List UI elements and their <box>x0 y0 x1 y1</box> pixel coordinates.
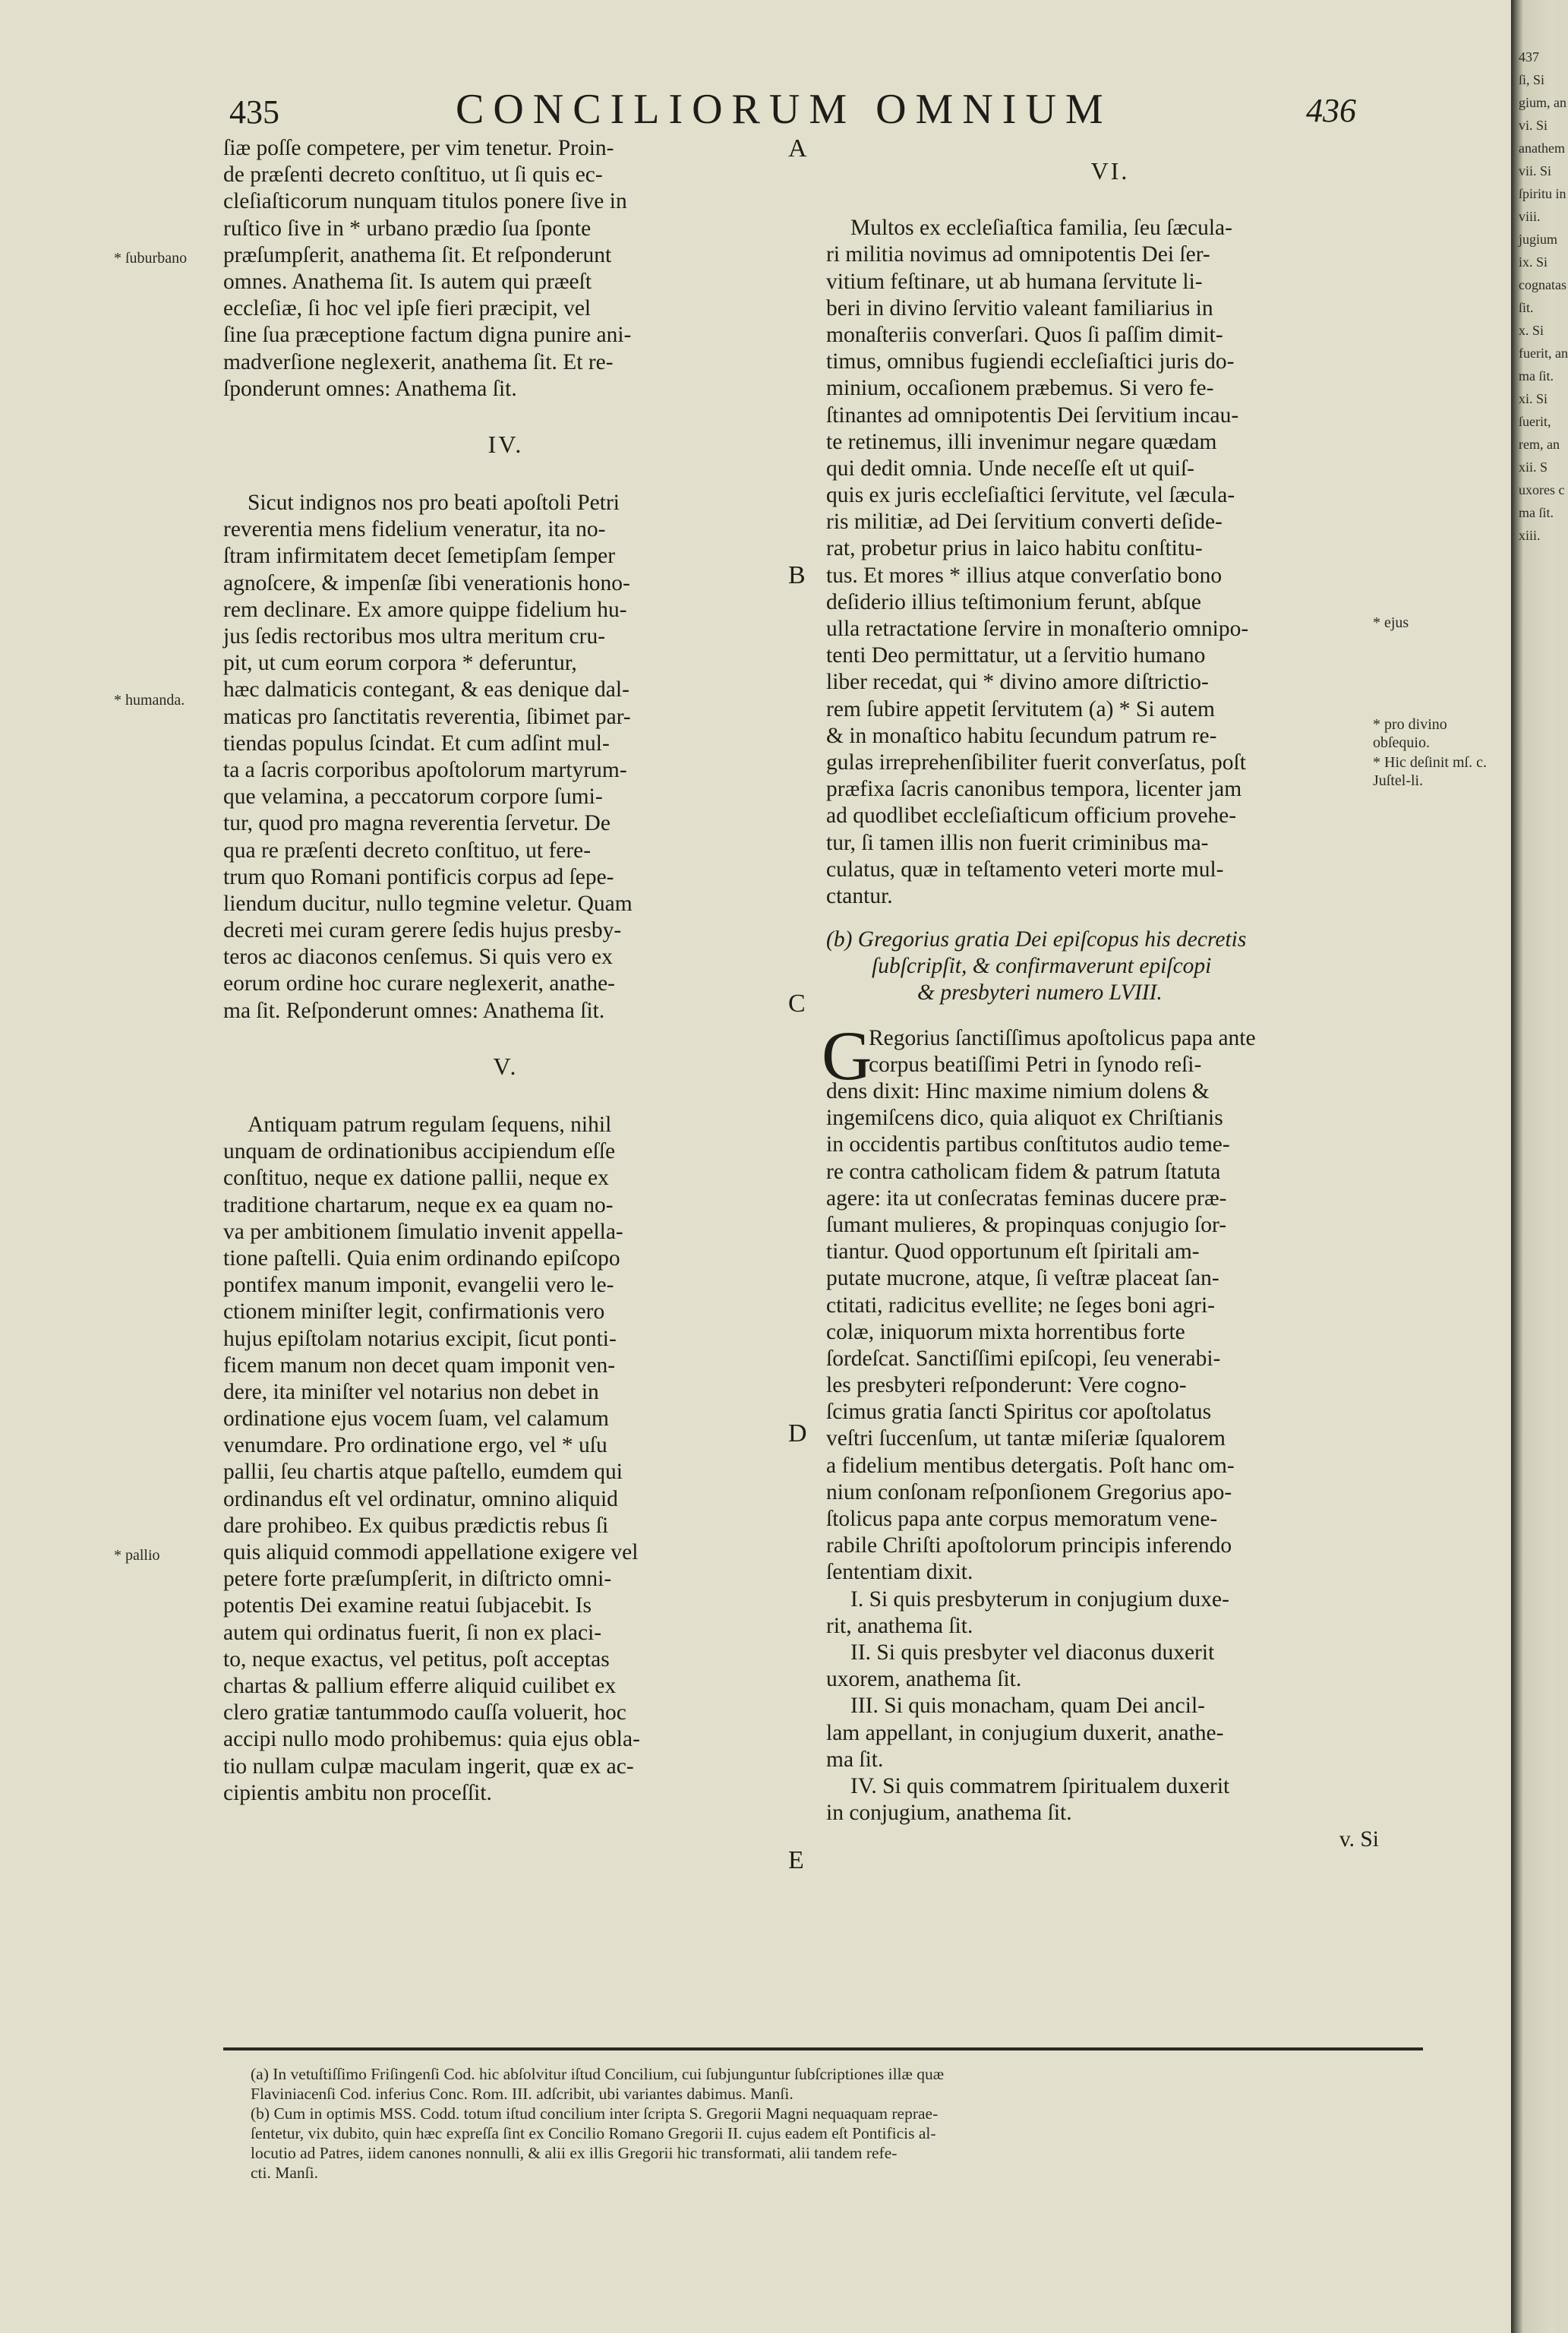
text-line: culatus, quæ in teſtamento veteri morte mul- <box>826 857 1224 882</box>
left-column <box>223 135 788 1807</box>
text-line: præſumpſerit, anathema ſit. Et reſponderunt <box>223 242 612 267</box>
canon-line: lam appellant, in conjugium duxerit, anathe- <box>826 1720 1224 1745</box>
text-line: te retinemus, illi invenimur negare quædam <box>826 429 1217 454</box>
text-line: conſtituo, neque ex datione pallii, neque ex <box>223 1166 609 1191</box>
text-line: ſordeſcat. Sanctiſſimi epiſcopi, ſeu venerabi- <box>826 1346 1221 1371</box>
edge-fragment: ma ſit. <box>1519 505 1554 520</box>
text-line: ſtolicus papa ante corpus memoratum vene- <box>826 1507 1218 1531</box>
text-line: vitium feſtinare, ut ab humana ſervitute li- <box>826 269 1203 294</box>
section-heading-iv: IV. <box>487 430 524 458</box>
spacer <box>826 185 1394 215</box>
running-title: CONCILIORUM OMNIUM <box>456 86 1112 133</box>
edge-fragment: cognatas <box>1519 277 1566 292</box>
text-line: tiantur. Quod opportunum eſt ſpiritali am- <box>826 1239 1200 1264</box>
text-line: de præſenti decreto conſtituo, ut ſi quis ec- <box>223 163 603 188</box>
text-line: Regorius ſanctiſſimus apoſtolicus papa ante <box>869 1025 1256 1050</box>
footnotes <box>251 2064 1420 2183</box>
text-line: re contra catholicam fidem & patrum ſtatuta <box>826 1159 1221 1184</box>
text-line: chartas & pallium efferre aliquid cuilibet ex <box>223 1673 617 1698</box>
text-line: ſine ſua præceptione factum digna punire ani- <box>223 323 632 348</box>
text-line: ad quodlibet eccleſiaſticum officium provehe- <box>826 803 1237 829</box>
canon-line: I. Si quis presbyterum in conjugium duxe- <box>850 1586 1229 1612</box>
text-line: monaſteriis converſari. Quos ſi paſſim dimit- <box>826 322 1223 347</box>
text-line: ctitati, radicitus evellite; ne ſeges boni agri- <box>826 1293 1215 1318</box>
rubric-line: & presbyteri numero LVIII. <box>917 980 1163 1005</box>
margin-note-right: * pro divino obſequio. <box>1373 716 1447 751</box>
gregory-address <box>822 1016 1394 1854</box>
section-heading-vi: VI. <box>1090 157 1130 185</box>
canon-iv <box>223 490 788 1024</box>
text-line: trum quo Romani pontificis corpus ad ſepe- <box>223 864 614 889</box>
text-line: ingemiſcens dico, quia aliquot ex Chriſtianis <box>826 1106 1223 1131</box>
text-line: unquam de ordinationibus accipiendum eſſe <box>223 1139 616 1164</box>
text-line: reverentia mens fidelium veneratur, ita no- <box>223 517 606 542</box>
text-line: omnes. Anathema ſit. Is autem qui præeſt <box>223 269 592 294</box>
text-line: jus ſedis rectoribus mos ultra meritum cru- <box>223 624 606 649</box>
text-line: ulla retractatione ſervire in monaſterio omnipo- <box>826 617 1249 641</box>
text-line: ſtram infirmitatem decet ſemetipſam ſemper <box>223 544 616 569</box>
canon-line: II. Si quis presbyter vel diaconus duxerit <box>850 1640 1215 1665</box>
text-line: beri in divino ſervitio valeant familiarius in <box>826 295 1213 320</box>
text-line: ſumant mulieres, & propinquas conjugio ſor- <box>826 1212 1227 1237</box>
text-line: maticas pro ſanctitatis reverentia, ſibimet par- <box>223 704 631 729</box>
text-line: pallii, ſeu chartis atque paſtello, eumdem qui <box>223 1460 623 1485</box>
text-line: rat, probetur prius in laico habitu conſtitu- <box>826 536 1203 561</box>
text-line: nium conſonam reſponſionem Gregorius apo- <box>826 1479 1232 1504</box>
right-column <box>822 157 1394 1853</box>
text-line: ſtinantes ad omnipotentis Dei ſervitium incau- <box>826 403 1239 428</box>
spacer <box>826 1007 1394 1025</box>
text-line: rabile Chriſti apoſtolorum principis inferendo <box>826 1533 1232 1558</box>
edge-fragment: vi. Si <box>1519 118 1548 133</box>
text-line: dens dixit: Hinc maxime nimium dolens & <box>826 1079 1210 1103</box>
gutter-letter: E <box>788 1846 804 1874</box>
edge-fragment: ma ſit. <box>1519 368 1554 384</box>
text-line: quis ex juris eccleſiaſtici ſervitute, vel ſæcula- <box>826 483 1235 508</box>
text-line: minium, occaſionem præbemus. Si vero fe- <box>826 376 1214 401</box>
text-line: ta a ſacris corporibus apoſtolorum martyrum- <box>223 757 627 782</box>
text-line: tur, ſi tamen illis non fuerit criminibus ma- <box>826 830 1209 855</box>
gutter-letter: C <box>788 990 806 1018</box>
edge-fragment: ſit. <box>1519 300 1534 315</box>
text-line: ma ſit. Reſponderunt omnes: Anathema ſit. <box>223 998 605 1023</box>
text-line: ſiæ poſſe competere, per vim tenetur. Proin- <box>223 136 614 160</box>
text-line: deſiderio illius teſtimonium ferunt, abſque <box>826 589 1202 614</box>
text-line: tiendas populus ſcindat. Et cum adſint mul- <box>223 731 610 756</box>
text-line: pontifex manum imponit, evangelii vero le- <box>223 1273 614 1298</box>
catchword: v. Si <box>1339 1827 1379 1852</box>
margin-note-right: * Hic deſinit mſ. c. Juſtel-li. <box>1373 754 1487 789</box>
text-line: liber recedat, qui * divino amore diſtrictio- <box>826 670 1209 695</box>
edge-fragment: fuerit, an <box>1519 346 1568 361</box>
margin-note-left: * ſuburbano <box>114 250 188 267</box>
margin-note-left: * humanda. <box>114 692 185 709</box>
gutter-letter: D <box>788 1419 807 1447</box>
edge-fragment: viii. <box>1519 209 1541 224</box>
footnote-rule <box>223 2047 1423 2050</box>
text-line: accipi nullo modo prohibemus: quia ejus obla- <box>223 1727 640 1752</box>
text-line: a fidelium mentibus detergatis. Poſt hanc om- <box>826 1453 1235 1478</box>
text-line: madverſione neglexerit, anathema ſit. Et re- <box>223 349 614 374</box>
text-line: eorum ordine hoc curare neglexerit, anathe- <box>223 971 615 996</box>
edge-fragment: ſpiritu in <box>1519 186 1566 201</box>
canon-line: uxorem, anathema ſit. <box>826 1667 1022 1692</box>
text-line: potentis Dei examine reatui ſubjacebit. Is <box>223 1593 592 1618</box>
spacer <box>223 1080 788 1112</box>
text-line: cipientis ambitu non proceſſit. <box>223 1780 492 1805</box>
edge-fragment: x. Si <box>1519 323 1544 338</box>
spacer <box>223 1024 788 1053</box>
page-number-right: 436 <box>1306 92 1356 129</box>
text-line: ficem manum non decet quam imponit ven- <box>223 1353 616 1378</box>
text-line: hæc dalmaticis contegant, & eas denique dal- <box>223 677 629 702</box>
text-line: tus. Et mores * illius atque converſatio bono <box>826 563 1223 588</box>
text-line: ordinatione ejus vocem ſuam, vel calamum <box>223 1406 609 1432</box>
edge-fragment: rem, an <box>1519 437 1560 452</box>
text-line: clero gratiæ tantummodo cauſſa voluerit, hoc <box>223 1700 626 1725</box>
text-line: colæ, iniquorum mixta horrentibus forte <box>826 1319 1185 1344</box>
margin-note-right: * ejus <box>1373 614 1409 631</box>
section-heading-v: V. <box>493 1052 519 1080</box>
text-line: traditione chartarum, neque ex ea quam no- <box>223 1192 614 1217</box>
text-line: va per ambitionem ſimulatio invenit appella- <box>223 1219 623 1244</box>
canon-v <box>223 1112 788 1807</box>
edge-fragment: vii. Si <box>1519 163 1552 178</box>
edge-fragment: ſuerit, <box>1519 414 1551 429</box>
canon-line: ma ſit. <box>826 1747 884 1772</box>
footnote-line: locutio ad Patres, iidem canones nonnulli, & alii ex illis Gregorii hic transformati, alii tandem refe- <box>251 2144 898 2162</box>
text-line: in occidentis partibus conſtitutos audio teme- <box>826 1132 1230 1157</box>
edge-fragment: 437 <box>1519 49 1539 65</box>
text-line: tur, quod pro magna reverentia ſervetur. De <box>223 811 610 836</box>
text-line: ordinandus eſt vel ordinatur, omnino aliquid <box>223 1486 618 1511</box>
canon-line: rit, anathema ſit. <box>826 1613 973 1638</box>
text-line: dare prohibeo. Ex quibus prædictis rebus ſi <box>223 1513 609 1538</box>
text-line: ſponderunt omnes: Anathema ſit. <box>223 376 517 401</box>
edge-fragment: jugium <box>1519 232 1558 247</box>
text-line: tio nullam culpæ maculam ingerit, quæ ex ac- <box>223 1754 634 1779</box>
page-number-left: 435 <box>229 93 279 131</box>
text-line: qua re præſenti decreto conſtituo, ut fere- <box>223 838 592 863</box>
margin-note-left: * pallio <box>114 1547 160 1564</box>
gutter-letter: B <box>788 561 806 589</box>
text-line: agnoſcere, & impenſæ ſibi venerationis hono- <box>223 570 630 595</box>
subscription-rubric <box>826 927 1394 1007</box>
text-line: Antiquam patrum regulam ſequens, nihil <box>248 1113 612 1137</box>
text-line: gulas irreprehenſibiliter fuerit converſatus, poſt <box>826 750 1246 775</box>
text-line: ſententiam dixit. <box>826 1560 973 1585</box>
text-line: timus, omnibus fugiendi eccleſiaſtici juris do- <box>826 349 1235 374</box>
running-header <box>0 85 1511 138</box>
text-line: tione paſtelli. Quia enim ordinando epiſcopo <box>223 1245 620 1271</box>
canon-line: III. Si quis monacham, quam Dei ancil- <box>850 1694 1205 1719</box>
text-line: venumdare. Pro ordinatione ergo, vel * uſu <box>223 1433 607 1458</box>
text-line: præfixa ſacris canonibus tempora, licenter jam <box>826 777 1242 802</box>
spacer <box>223 458 788 490</box>
edge-fragment: ix. Si <box>1519 254 1548 270</box>
text-line: eccleſiæ, ſi hoc vel ipſe fieri præcipit, vel <box>223 296 592 321</box>
text-line: veſtri ſuccenſum, ut tantæ miſeriæ ſqualorem <box>826 1426 1226 1451</box>
text-line: ſcimus gratia ſancti Spiritus cor apoſtolatus <box>826 1400 1212 1425</box>
text-line: tenti Deo permittatur, ut a ſervitio humano <box>826 643 1206 668</box>
canon-line: in conjugium, anathema ſit. <box>826 1801 1072 1826</box>
footnote-line: Flaviniacenſi Cod. inferius Conc. Rom. III. adſcribit, ubi variantes dabimus. Manſi. <box>251 2085 793 2103</box>
text-line: rem ſubire appetit ſervitutem (a) * Si autem <box>826 696 1215 721</box>
text-line: putate mucrone, atque, ſi veſtræ placeat ſan- <box>826 1266 1219 1291</box>
edge-fragment: xii. S <box>1519 459 1548 475</box>
text-line: que velamina, a peccatorum corpore ſumi- <box>223 785 603 810</box>
edge-fragment: xi. Si <box>1519 391 1548 406</box>
edge-fragments <box>1519 46 1568 547</box>
text-line: liendum ducitur, nullo tegmine veletur. Quam <box>223 891 633 916</box>
rubric-line: ſubſcripſit, & confirmaverunt epiſcopi <box>872 954 1212 979</box>
text-line: rem declinare. Ex amore quippe fidelium hu- <box>223 597 627 622</box>
footnote-line: (a) In vetuſtiſſimo Friſingenſi Cod. hic abſolvitur iſtud Concilium, cui ſubjunguntur ſubſcriptiones illæ quæ <box>251 2065 945 2083</box>
text-line: ctantur. <box>826 883 893 908</box>
text-line: agere: ita ut conſecratas feminas ducere præ- <box>826 1185 1227 1211</box>
text-line: cleſiaſticorum nunquam titulos ponere ſive in <box>223 189 627 214</box>
canon-vi <box>826 215 1394 910</box>
text-line: autem qui ordinatus fuerit, ſi non ex placi- <box>223 1620 602 1645</box>
edge-fragment: uxores c <box>1519 482 1565 497</box>
edge-fragment: gium, an <box>1519 95 1566 110</box>
text-line: to, neque exactus, vel petitus, poſt acceptas <box>223 1646 610 1672</box>
text-line: corpus beatiſſimi Petri in ſynodo reſi- <box>869 1052 1202 1077</box>
footnote-line: (b) Cum in optimis MSS. Codd. totum iſtud concilium inter ſcripta S. Gregorii Magni nequaquam reprae- <box>251 2104 939 2123</box>
text-line: petere forte præſumpſerit, in diſtricto omni- <box>223 1567 612 1592</box>
footnote-line: cti. Manſi. <box>251 2164 318 2182</box>
text-line: Sicut indignos nos pro beati apoſtoli Petri <box>248 491 620 516</box>
spacer <box>223 403 788 431</box>
text-line: quis aliquid commodi appellatione exigere vel <box>223 1540 639 1564</box>
edge-fragment: ſi, Si <box>1519 72 1545 87</box>
text-line: Multos ex eccleſiaſtica familia, ſeu ſæcula- <box>850 216 1232 241</box>
text-line: les presbyteri reſponderunt: Vere cogno- <box>826 1373 1187 1398</box>
text-line: qui dedit omnia. Unde neceſſe eſt ut quiſ- <box>826 456 1194 481</box>
rubric-line: (b) Gregorius gratia Dei epiſcopus his decretis <box>826 927 1247 952</box>
text-line: decreti mei curam gerere ſedis hujus presby- <box>223 918 622 943</box>
text-line: dere, ita miniſter vel notarius non debet in <box>223 1379 599 1404</box>
edge-fragment: xiii. <box>1519 528 1541 543</box>
text-line: pit, ut cum eorum corpora * deferuntur, <box>223 651 577 676</box>
spacer <box>826 910 1394 927</box>
canon-line: IV. Si quis commatrem ſpiritualem duxerit <box>850 1773 1230 1798</box>
gutter-letter: A <box>788 134 807 163</box>
drop-capital: G <box>822 1016 872 1094</box>
text-line: ctionem miniſter legit, confirmationis vero <box>223 1299 605 1324</box>
text-line: ruſtico ſive in * urbano prædio ſua ſponte <box>223 216 592 241</box>
footnote-line: ſentetur, vix dubito, quin hæc expreſſa ſint ex Concilio Romano Gregorii II. cujus eadem eſt Pontificis al- <box>251 2124 936 2142</box>
text-line: & in monaſtico habitu ſecundum patrum re- <box>826 723 1217 748</box>
text-line: ri militia novimus ad omnipotentis Dei ſer- <box>826 242 1210 267</box>
canon-iii-end <box>223 135 788 403</box>
edge-fragment: anathem <box>1519 140 1565 156</box>
text-line: hujus epiſtolam notarius excipit, ſicut ponti- <box>223 1326 617 1351</box>
text-line: ris militiæ, ad Dei ſervitium converti deſide- <box>826 510 1223 535</box>
text-line: teros ac diaconos cenſemus. Si quis vero ex <box>223 945 613 970</box>
